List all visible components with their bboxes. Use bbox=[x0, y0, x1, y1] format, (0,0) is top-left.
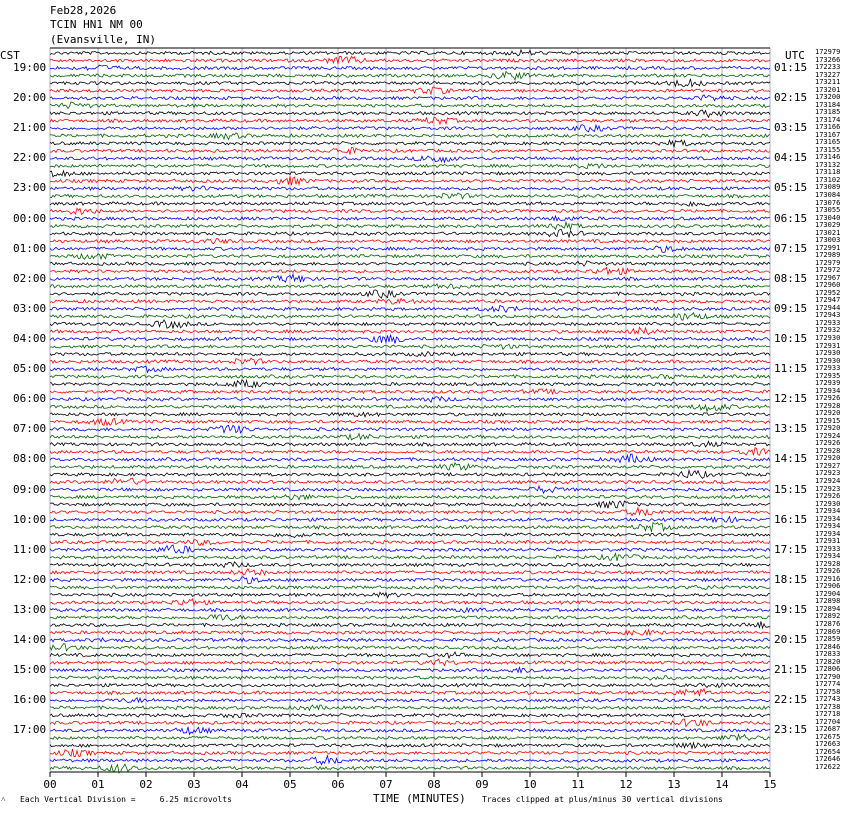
x-tick-label: 07 bbox=[379, 778, 393, 791]
trace-value-label: 172930 bbox=[815, 349, 841, 358]
trace-black bbox=[50, 261, 770, 266]
left-hour-label: 16:00 bbox=[13, 693, 47, 707]
trace-value-label: 172944 bbox=[815, 303, 841, 312]
x-tick-label: 05 bbox=[283, 778, 297, 791]
header-location: (Evansville, IN) bbox=[50, 33, 156, 46]
trace-red bbox=[50, 419, 770, 426]
trace-value-label: 172675 bbox=[815, 732, 841, 741]
left-hour-label: 20:00 bbox=[13, 91, 47, 105]
right-hour-label: 04:15 bbox=[774, 151, 808, 165]
trace-blue bbox=[50, 667, 770, 672]
trace-value-label: 173185 bbox=[815, 108, 841, 117]
trace-value-label: 172894 bbox=[815, 604, 841, 613]
trace-value-label: 172927 bbox=[815, 461, 841, 470]
trace-value-label: 172934 bbox=[815, 507, 841, 516]
x-tick-label: 08 bbox=[427, 778, 441, 791]
trace-black bbox=[50, 290, 770, 298]
trace-red bbox=[50, 208, 770, 214]
trace-black bbox=[50, 412, 770, 416]
right-hour-label: 16:15 bbox=[774, 512, 808, 526]
trace-black bbox=[50, 320, 770, 329]
trace-value-label: 172928 bbox=[815, 446, 841, 455]
trace-blue bbox=[50, 727, 770, 735]
left-hour-label: 17:00 bbox=[13, 723, 47, 737]
trace-green bbox=[50, 585, 770, 589]
left-timezone-label: CST bbox=[0, 49, 20, 62]
trace-value-label: 173021 bbox=[815, 228, 841, 237]
x-tick-label: 04 bbox=[235, 778, 249, 791]
trace-value-label: 173165 bbox=[815, 138, 841, 147]
trace-green bbox=[50, 72, 770, 81]
right-timezone-label: UTC bbox=[785, 49, 805, 62]
x-tick-label: 10 bbox=[523, 778, 537, 791]
trace-green bbox=[50, 164, 770, 169]
trace-value-label: 172979 bbox=[815, 48, 841, 56]
x-tick-label: 12 bbox=[619, 778, 633, 791]
trace-red bbox=[50, 299, 770, 305]
trace-value-label: 172991 bbox=[815, 243, 841, 252]
trace-value-label: 172859 bbox=[815, 635, 841, 644]
trace-value-label: 172932 bbox=[815, 326, 841, 335]
trace-red bbox=[50, 599, 770, 605]
trace-value-label: 172935 bbox=[815, 371, 841, 380]
trace-value-label: 172930 bbox=[815, 499, 841, 508]
trace-blue bbox=[50, 545, 770, 553]
right-hour-label: 17:15 bbox=[774, 542, 808, 556]
trace-value-label: 173118 bbox=[815, 168, 841, 177]
trace-green bbox=[50, 523, 770, 532]
trace-red bbox=[50, 147, 770, 154]
trace-black bbox=[50, 380, 770, 388]
trace-black bbox=[50, 501, 770, 508]
trace-value-label: 172924 bbox=[815, 477, 841, 485]
trace-red bbox=[50, 56, 770, 64]
trace-value-label: 172930 bbox=[815, 334, 841, 342]
trace-value-label: 172947 bbox=[815, 296, 841, 305]
trace-green bbox=[50, 615, 770, 621]
trace-green bbox=[50, 495, 770, 500]
trace-value-label: 173200 bbox=[815, 93, 841, 102]
trace-green bbox=[50, 434, 770, 440]
trace-value-label: 172933 bbox=[815, 364, 841, 373]
trace-value-label: 172967 bbox=[815, 273, 841, 282]
x-tick-label: 13 bbox=[667, 778, 681, 791]
trace-green bbox=[50, 284, 770, 289]
trace-red bbox=[50, 689, 770, 696]
right-hour-label: 21:15 bbox=[774, 663, 808, 677]
left-hour-label: 07:00 bbox=[13, 422, 47, 436]
trace-value-label: 172972 bbox=[815, 266, 841, 275]
left-hour-label: 03:00 bbox=[13, 301, 47, 315]
trace-value-label: 172743 bbox=[815, 695, 841, 704]
trace-black bbox=[50, 230, 770, 238]
left-hour-label: 14:00 bbox=[13, 633, 47, 647]
trace-black bbox=[50, 684, 770, 688]
trace-green bbox=[50, 553, 770, 561]
trace-value-label: 172979 bbox=[815, 258, 841, 267]
trace-value-label: 172758 bbox=[815, 687, 841, 696]
trace-value-label: 173146 bbox=[815, 153, 841, 162]
trace-value-label: 172920 bbox=[815, 409, 841, 418]
trace-black bbox=[50, 50, 770, 56]
trace-value-label: 172926 bbox=[815, 394, 841, 403]
trace-black bbox=[50, 140, 770, 147]
trace-value-label: 172933 bbox=[815, 544, 841, 553]
left-hour-label: 23:00 bbox=[13, 181, 47, 195]
trace-green bbox=[50, 676, 770, 681]
trace-value-label: 172892 bbox=[815, 612, 841, 621]
trace-value-label: 172869 bbox=[815, 627, 841, 636]
trace-value-label: 172774 bbox=[815, 680, 841, 689]
trace-red bbox=[50, 327, 770, 334]
trace-red bbox=[50, 389, 770, 394]
right-hour-label: 06:15 bbox=[774, 211, 808, 225]
trace-green bbox=[50, 133, 770, 140]
x-tick-label: 14 bbox=[715, 778, 729, 791]
trace-value-label: 172934 bbox=[815, 529, 841, 538]
trace-value-label: 172915 bbox=[815, 416, 841, 425]
trace-value-label: 172646 bbox=[815, 755, 841, 764]
right-hour-label: 13:15 bbox=[774, 422, 808, 436]
right-hour-label: 05:15 bbox=[774, 181, 808, 195]
trace-value-label: 172931 bbox=[815, 341, 841, 350]
left-hour-label: 04:00 bbox=[13, 332, 47, 345]
trace-value-label: 172943 bbox=[815, 311, 841, 320]
trace-blue bbox=[50, 698, 770, 703]
left-hour-label: 19:00 bbox=[13, 61, 47, 75]
trace-black bbox=[50, 652, 770, 658]
trace-black bbox=[50, 441, 770, 447]
trace-red bbox=[50, 630, 770, 636]
right-hour-label: 23:15 bbox=[774, 723, 808, 737]
trace-value-label: 172934 bbox=[815, 514, 841, 523]
trace-blue bbox=[50, 65, 770, 70]
trace-value-label: 172934 bbox=[815, 386, 841, 395]
trace-value-label: 173167 bbox=[815, 130, 841, 139]
trace-blue bbox=[50, 274, 770, 282]
trace-value-label: 173040 bbox=[815, 213, 841, 222]
trace-value-label: 172790 bbox=[815, 672, 841, 681]
trace-blue bbox=[50, 425, 770, 433]
trace-black bbox=[50, 592, 770, 597]
trace-value-label: 172934 bbox=[815, 522, 841, 531]
trace-value-label: 172960 bbox=[815, 281, 841, 290]
trace-green bbox=[50, 375, 770, 379]
left-hour-label: 21:00 bbox=[13, 121, 47, 135]
trace-value-label: 173266 bbox=[815, 55, 841, 64]
trace-value-label: 172952 bbox=[815, 288, 841, 297]
trace-value-label: 173029 bbox=[815, 221, 841, 230]
trace-red bbox=[50, 478, 770, 484]
trace-value-label: 172820 bbox=[815, 657, 841, 666]
trace-green bbox=[50, 102, 770, 109]
x-tick-label: 15 bbox=[763, 778, 777, 791]
trace-blue bbox=[50, 186, 770, 191]
trace-value-label: 172718 bbox=[815, 710, 841, 719]
trace-value-label: 172233 bbox=[815, 63, 841, 72]
footer-scale-text: Each Vertical Division = 6.25 microvolts bbox=[20, 795, 232, 804]
trace-value-label: 173055 bbox=[815, 206, 841, 215]
right-hour-label: 15:15 bbox=[774, 482, 808, 496]
trace-value-label: 172926 bbox=[815, 567, 841, 576]
trace-green bbox=[50, 734, 770, 740]
right-hour-label: 01:15 bbox=[774, 61, 808, 75]
trace-black bbox=[50, 171, 770, 177]
trace-value-label: 173084 bbox=[815, 191, 841, 199]
right-hour-label: 03:15 bbox=[774, 121, 808, 135]
right-hour-label: 19:15 bbox=[774, 602, 808, 616]
trace-value-label: 172663 bbox=[815, 740, 841, 749]
trace-blue bbox=[50, 246, 770, 252]
left-hour-label: 08:00 bbox=[13, 452, 47, 466]
x-tick-label: 06 bbox=[331, 778, 345, 791]
left-hour-label: 13:00 bbox=[13, 602, 47, 616]
trace-value-label: 173166 bbox=[815, 123, 841, 132]
trace-blue bbox=[50, 577, 770, 584]
trace-value-label: 172687 bbox=[815, 725, 841, 734]
trace-red bbox=[50, 358, 770, 365]
trace-blue bbox=[50, 756, 770, 765]
trace-black bbox=[50, 562, 770, 568]
trace-value-label: 173076 bbox=[815, 198, 841, 207]
trace-blue bbox=[50, 397, 770, 403]
trace-blue bbox=[50, 216, 770, 221]
trace-value-label: 172930 bbox=[815, 356, 841, 365]
trace-value-label: 173227 bbox=[815, 70, 841, 79]
trace-black bbox=[50, 79, 770, 87]
left-hour-label: 09:00 bbox=[13, 482, 47, 496]
trace-value-label: 173174 bbox=[815, 115, 841, 124]
trace-red bbox=[50, 87, 770, 94]
right-hour-label: 09:15 bbox=[774, 301, 808, 315]
trace-value-label: 172916 bbox=[815, 574, 841, 583]
trace-value-label: 173184 bbox=[815, 100, 841, 109]
trace-value-label: 172928 bbox=[815, 559, 841, 568]
trace-black bbox=[50, 202, 770, 206]
left-hour-label: 22:00 bbox=[13, 151, 47, 165]
trace-green bbox=[50, 222, 770, 230]
trace-value-label: 172806 bbox=[815, 665, 841, 674]
trace-value-label: 172738 bbox=[815, 702, 841, 711]
trace-value-label: 172931 bbox=[815, 537, 841, 546]
left-hour-label: 06:00 bbox=[13, 392, 47, 406]
trace-red bbox=[50, 267, 770, 274]
trace-green bbox=[50, 644, 770, 651]
trace-value-label: 173211 bbox=[815, 78, 841, 87]
left-hour-label: 10:00 bbox=[13, 512, 47, 526]
right-hour-label: 12:15 bbox=[774, 392, 808, 406]
footer-clip-note: Traces clipped at plus/minus 30 vertical divisions bbox=[482, 795, 723, 804]
trace-value-label: 172920 bbox=[815, 424, 841, 433]
trace-value-label: 172876 bbox=[815, 620, 841, 628]
footer-scale-note: ˄ bbox=[1, 795, 6, 804]
trace-blue bbox=[50, 517, 770, 523]
header-station: TCIN HN1 NM 00 bbox=[50, 18, 143, 31]
trace-value-label: 172846 bbox=[815, 642, 841, 651]
left-hour-label: 00:00 bbox=[13, 211, 47, 225]
trace-value-label: 172654 bbox=[815, 747, 841, 756]
left-hour-label: 12:00 bbox=[13, 572, 47, 586]
left-hour-label: 05:00 bbox=[13, 362, 47, 376]
trace-value-label: 172923 bbox=[815, 469, 841, 478]
trace-green bbox=[50, 463, 770, 470]
trace-red bbox=[50, 749, 770, 757]
trace-blue bbox=[50, 454, 770, 462]
right-hour-label: 18:15 bbox=[774, 572, 808, 586]
trace-value-label: 172939 bbox=[815, 379, 841, 388]
trace-value-label: 172906 bbox=[815, 582, 841, 591]
trace-blue bbox=[50, 486, 770, 493]
trace-red bbox=[50, 569, 770, 575]
trace-blue bbox=[50, 305, 770, 312]
trace-black bbox=[50, 533, 770, 538]
trace-value-label: 172904 bbox=[815, 589, 841, 598]
trace-value-label: 172926 bbox=[815, 439, 841, 448]
right-hour-label: 11:15 bbox=[774, 362, 808, 376]
trace-red bbox=[50, 118, 770, 125]
right-hour-label: 22:15 bbox=[774, 693, 808, 707]
trace-green bbox=[50, 313, 770, 320]
trace-value-label: 173089 bbox=[815, 183, 841, 192]
trace-value-label: 172622 bbox=[815, 763, 841, 771]
x-tick-label: 02 bbox=[139, 778, 153, 791]
x-tick-label: 01 bbox=[91, 778, 105, 791]
left-hour-label: 02:00 bbox=[13, 271, 47, 285]
x-tick-label: 00 bbox=[43, 778, 57, 791]
trace-black bbox=[50, 621, 770, 628]
left-hour-label: 11:00 bbox=[13, 542, 47, 556]
trace-blue bbox=[50, 335, 770, 344]
trace-value-label: 172898 bbox=[815, 597, 841, 606]
left-hour-label: 15:00 bbox=[13, 663, 47, 677]
trace-red bbox=[50, 719, 770, 726]
x-axis-title: TIME (MINUTES) bbox=[373, 792, 466, 805]
right-hour-label: 10:15 bbox=[774, 332, 808, 345]
trace-green bbox=[50, 193, 770, 199]
trace-green bbox=[50, 254, 770, 259]
trace-black bbox=[50, 743, 770, 749]
trace-blue bbox=[50, 638, 770, 642]
trace-value-label: 172833 bbox=[815, 650, 841, 659]
trace-value-label: 172933 bbox=[815, 318, 841, 327]
trace-red bbox=[50, 239, 770, 244]
right-hour-label: 07:15 bbox=[774, 241, 808, 255]
trace-red bbox=[50, 659, 770, 666]
x-tick-label: 11 bbox=[571, 778, 585, 791]
trace-red bbox=[50, 508, 770, 516]
trace-black bbox=[50, 470, 770, 478]
right-hour-label: 14:15 bbox=[774, 452, 808, 466]
right-hour-label: 02:15 bbox=[774, 91, 808, 105]
left-hour-label: 01:00 bbox=[13, 241, 47, 255]
trace-value-label: 173155 bbox=[815, 145, 841, 154]
trace-value-label: 173201 bbox=[815, 85, 841, 94]
trace-green bbox=[50, 705, 770, 710]
trace-value-label: 172934 bbox=[815, 552, 841, 561]
trace-value-label: 173132 bbox=[815, 160, 841, 169]
trace-black bbox=[50, 110, 770, 117]
x-tick-label: 09 bbox=[475, 778, 489, 791]
right-hour-label: 08:15 bbox=[774, 271, 808, 285]
trace-blue bbox=[50, 125, 770, 132]
trace-blue bbox=[50, 95, 770, 101]
trace-value-label: 173003 bbox=[815, 236, 841, 245]
trace-green bbox=[50, 344, 770, 349]
trace-black bbox=[50, 352, 770, 357]
header-date: Feb28,2026 bbox=[50, 4, 117, 17]
trace-red bbox=[50, 540, 770, 546]
x-tick-label: 03 bbox=[187, 778, 201, 791]
trace-value-label: 172924 bbox=[815, 431, 841, 440]
trace-green bbox=[50, 404, 770, 411]
trace-value-label: 172923 bbox=[815, 484, 841, 493]
right-hour-label: 20:15 bbox=[774, 633, 808, 647]
trace-value-label: 172920 bbox=[815, 454, 841, 463]
trace-red bbox=[50, 176, 770, 185]
trace-value-label: 173102 bbox=[815, 175, 841, 184]
trace-value-label: 172989 bbox=[815, 251, 841, 260]
trace-black bbox=[50, 713, 770, 717]
trace-blue bbox=[50, 366, 770, 372]
trace-blue bbox=[50, 608, 770, 613]
trace-value-label: 172928 bbox=[815, 401, 841, 410]
trace-value-label: 172704 bbox=[815, 717, 841, 726]
trace-value-label: 172926 bbox=[815, 492, 841, 501]
trace-blue bbox=[50, 156, 770, 162]
trace-red bbox=[50, 448, 770, 456]
